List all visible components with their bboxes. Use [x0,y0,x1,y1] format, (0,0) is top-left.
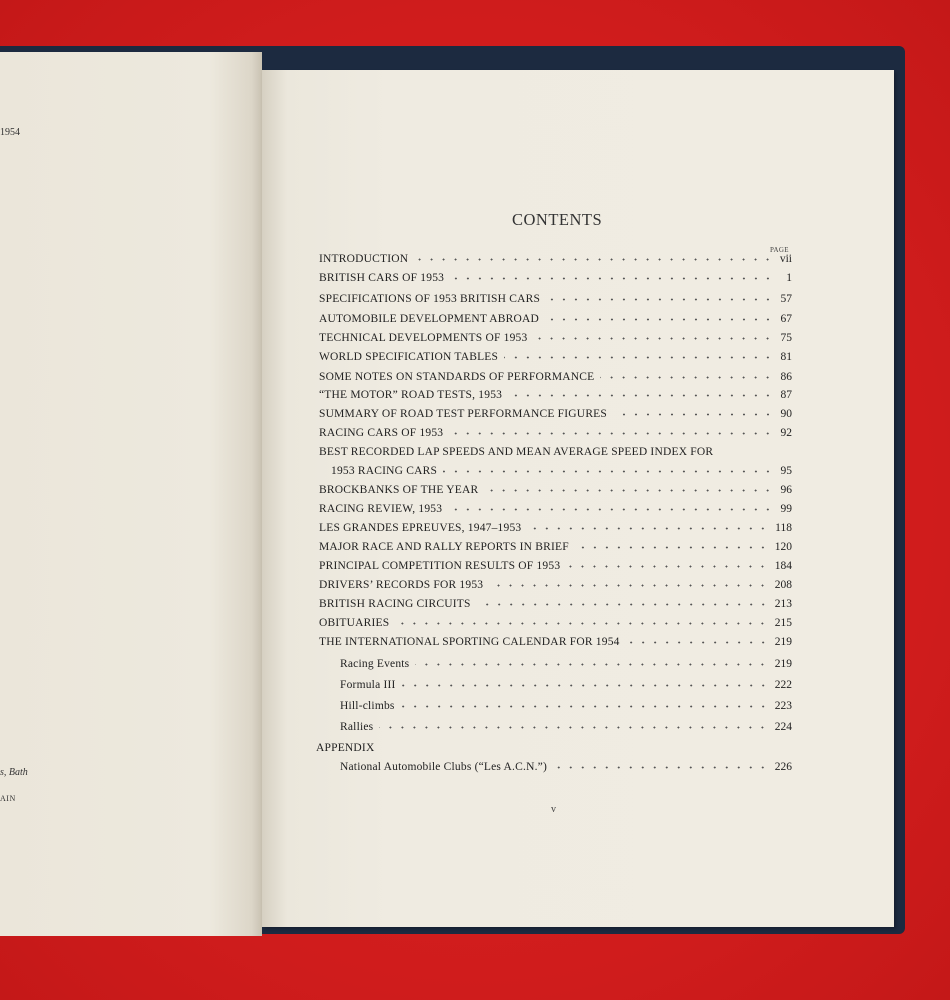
toc-entry-page: 96 [780,484,792,496]
toc-entry-page: 213 [774,598,792,610]
toc-entry-label: SOME NOTES ON STANDARDS OF PERFORMANCE [319,371,595,383]
leader-dots [527,527,769,530]
toc-entry [331,461,792,477]
toc-entry-page: 1 [786,272,792,284]
toc-entry-label: BRITISH RACING CIRCUITS [319,598,471,610]
toc-entry-label: “THE MOTOR” ROAD TESTS, 1953 [319,389,503,401]
toc-entry-label: RACING CARS OF 1953 [319,427,444,439]
leader-dots [533,337,774,340]
toc-entry-label: RACING REVIEW, 1953 [319,503,443,515]
toc-entry [319,499,792,515]
toc-entry-page: 120 [774,541,792,553]
leader-dots [613,413,774,416]
toc-subentry [340,675,792,691]
leader-dots [443,470,774,473]
left-page-printer-fragment: s, Bath [0,767,28,778]
leader-dots [508,394,774,397]
toc-entry [319,613,792,629]
toc-entry-page: 219 [774,636,792,648]
toc-entry [319,575,792,591]
toc-entry-label: INTRODUCTION [319,253,409,265]
leader-dots [402,684,769,687]
left-page [0,52,262,936]
leader-dots [448,508,774,511]
toc-entry [319,594,792,610]
leader-dots [449,432,774,435]
leader-dots [401,705,769,708]
toc-entry-page: 87 [780,389,792,401]
leader-dots [626,641,769,644]
toc-entry-page: 90 [780,408,792,420]
toc-entry [316,738,792,754]
leader-dots [415,663,768,666]
toc-entry-page: 81 [780,351,792,363]
toc-entry-label: THE INTERNATIONAL SPORTING CALENDAR FOR 1954 [319,636,620,648]
toc-entry-label: Formula III [340,679,396,691]
leader-dots [395,622,768,625]
toc-entry [319,249,792,265]
toc-entry-label: PRINCIPAL COMPETITION RESULTS OF 1953 [319,560,561,572]
toc-subentry [340,654,792,670]
left-page-year-fragment: 1954 [0,127,20,138]
toc-entry-label: 1953 RACING CARS [331,465,438,477]
leader-dots [566,565,768,568]
toc-entry [319,423,792,439]
leader-dots [553,766,769,769]
toc-entry-page: 92 [780,427,792,439]
toc-entry-page: 75 [780,332,792,344]
toc-entry [319,518,792,534]
leader-dots [546,298,774,301]
toc-entry-label: AUTOMOBILE DEVELOPMENT ABROAD [319,313,540,325]
toc-entry [319,328,792,344]
toc-entry-label: BROCKBANKS OF THE YEAR [319,484,479,496]
toc-entry-label: MAJOR RACE AND RALLY REPORTS IN BRIEF [319,541,569,553]
toc-entry-page: 215 [774,617,792,629]
page-folio: v [551,804,556,815]
toc-entry-page: 67 [780,313,792,325]
toc-entry [319,480,792,496]
toc-entry-page: vii [779,253,792,265]
toc-subentry [340,717,792,733]
leader-dots [545,318,774,321]
toc-entry-page: 226 [774,761,792,773]
leader-dots [575,546,769,549]
toc-entry-label: LES GRANDES EPREUVES, 1947–1953 [319,522,522,534]
toc-entry-label: OBITUARIES [319,617,390,629]
toc-entry-page: 219 [774,658,792,670]
toc-entry-label: SUMMARY OF ROAD TEST PERFORMANCE FIGURES [319,408,608,420]
toc-entry-label: BEST RECORDED LAP SPEEDS AND MEAN AVERAGE SPEED INDEX FOR [319,446,714,458]
toc-entry [319,537,792,553]
toc-entry-label: National Automobile Clubs (“Les A.C.N.”) [340,761,547,773]
leader-dots [477,603,769,606]
toc-subentry [340,696,792,712]
toc-entry-page: 57 [780,293,792,305]
toc-entry-page: 99 [780,503,792,515]
toc-entry-page: 184 [774,560,792,572]
leader-dots [489,584,769,587]
toc-entry-page: 223 [774,700,792,712]
toc-entry-page: 86 [780,371,792,383]
toc-entry-label: WORLD SPECIFICATION TABLES [319,351,499,363]
leader-dots [484,489,774,492]
toc-entry-page: 222 [774,679,792,691]
toc-entry-page: 224 [774,721,792,733]
leader-dots [379,726,768,729]
left-page-country-fragment: AIN [0,794,16,803]
toc-entry-page: 95 [780,465,792,477]
leader-dots [600,376,774,379]
toc-subentry [340,757,792,773]
page-column-header: PAGE [770,246,789,254]
toc-entry [319,347,792,363]
leader-dots [504,356,774,359]
toc-entry-label: SPECIFICATIONS OF 1953 BRITISH CARS [319,293,541,305]
toc-entry-page: 208 [774,579,792,591]
toc-entry-label: Racing Events [340,658,410,670]
toc-entry [319,309,792,325]
leader-dots [450,277,774,280]
toc-entry [319,632,792,648]
toc-entry-label: BRITISH CARS OF 1953 [319,272,445,284]
toc-entry-page: 118 [775,522,792,534]
toc-entry [319,556,792,572]
leader-dots [414,258,774,261]
toc-entry [319,289,792,305]
toc-entry [319,367,792,383]
contents-title: CONTENTS [512,210,603,229]
toc-entry [319,385,792,401]
toc-entry-label: DRIVERS’ RECORDS FOR 1953 [319,579,484,591]
toc-entry-label: Hill-climbs [340,700,395,712]
toc-entry [319,442,792,458]
toc-entry [319,268,792,284]
toc-entry [319,404,792,420]
toc-entry-label: APPENDIX [316,742,375,754]
toc-entry-label: Rallies [340,721,374,733]
toc-entry-label: TECHNICAL DEVELOPMENTS OF 1953 [319,332,528,344]
